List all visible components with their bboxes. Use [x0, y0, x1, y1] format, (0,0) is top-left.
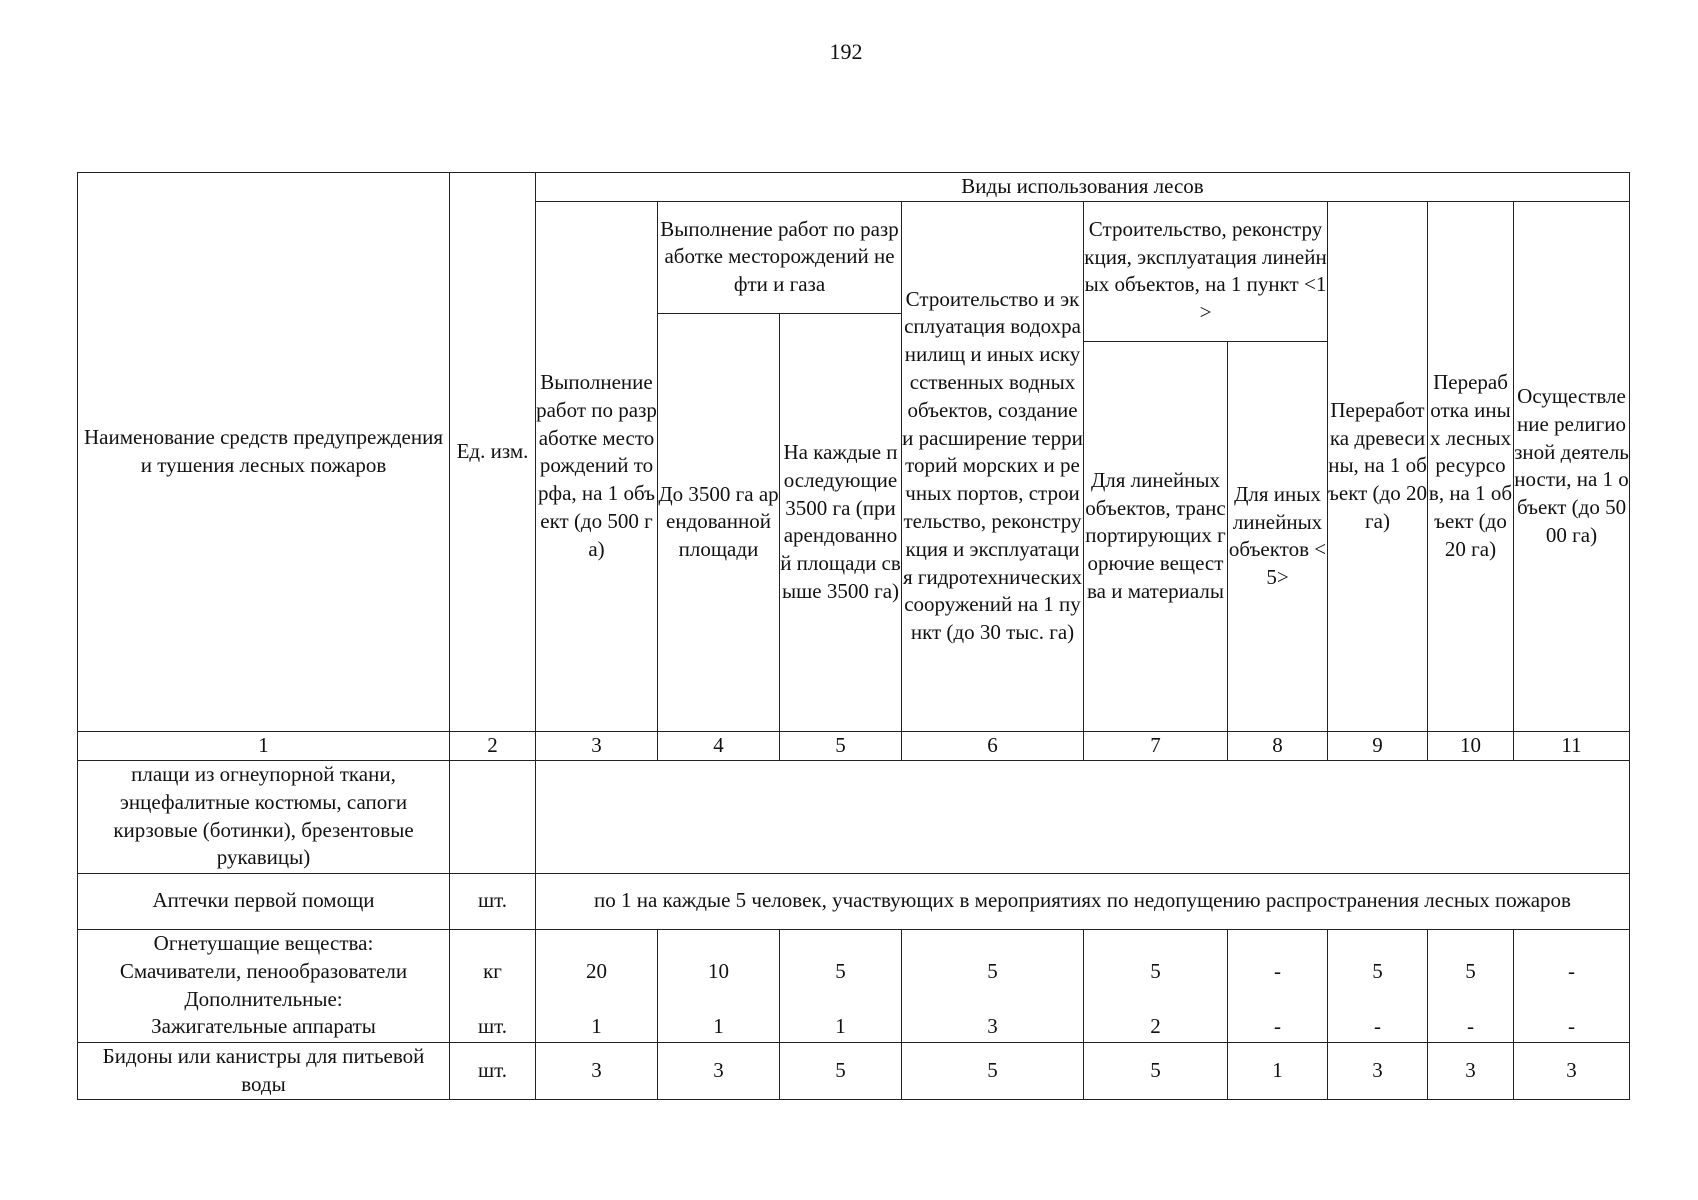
cell-value: 5 3 [902, 929, 1084, 1042]
cell-value: 1 [1228, 1042, 1328, 1099]
header-linear-objects-group: Строительство, реконструкция, эксплуатация линейных объектов, на 1 пункт <1> [1084, 201, 1328, 341]
header-reservoirs-ports: Строительство и эксплуатация водохранилищ и иных искусственных водных объектов, создание и расширение территорий морских и речных портов, строительство, реконструкция и эксплуатация гидротехнических сооружений на 1 пункт (до 30 тыс. га) [902, 201, 1084, 731]
cell-value: 5 [1084, 1042, 1228, 1099]
column-number: 7 [1084, 731, 1228, 760]
unit-wetting: кг [483, 958, 502, 983]
cell-value: 5 2 [1084, 929, 1228, 1042]
header-unit-column: Ед. изм. [450, 173, 536, 732]
column-number: 5 [780, 731, 902, 760]
row-unit: шт. [450, 1042, 536, 1099]
cell-value: 5 [902, 1042, 1084, 1099]
cell-value: 5 - [1428, 929, 1514, 1042]
header-religious-activity: Осуществление религиозной деятельности, на 1 объект (до 5000 га) [1514, 201, 1630, 731]
forest-fire-equipment-table [77, 172, 1630, 1100]
header-name-column: Наименование средств предупреждения и тушения лесных пожаров [78, 173, 450, 732]
row-name-clothing: плащи из огнеупорной ткани, энцефалитные костюмы, сапоги кирзовые (ботинки), брезентовые рукавицы) [78, 760, 450, 873]
row-name-first-aid: Аптечки первой помощи [78, 873, 450, 929]
row-unit-empty [450, 760, 536, 873]
header-forest-use-types: Виды использования лесов [536, 173, 1630, 202]
column-number: 9 [1328, 731, 1428, 760]
column-number: 2 [450, 731, 536, 760]
header-linear-other: Для иных линейных объектов <5> [1228, 341, 1328, 731]
header-oil-gas-group: Выполнение работ по разработке месторождений нефти и газа [658, 201, 902, 313]
cell-value: 5 1 [780, 929, 902, 1042]
cell-value: 3 [658, 1042, 780, 1099]
header-linear-flammable: Для линейных объектов, транспортирующих горючие вещества и материалы [1084, 341, 1228, 731]
header-each-next-3500: На каждые последующие 3500 га (при арендованной площади свыше 3500 га) [780, 313, 902, 731]
row-merged-norm: по 1 на каждые 5 человек, участвующих в мероприятиях по недопущению распространения лесных пожаров [536, 873, 1630, 929]
column-number: 4 [658, 731, 780, 760]
cell-value: 3 [1514, 1042, 1630, 1099]
row-name-water-canisters: Бидоны или канистры для питьевой воды [78, 1042, 450, 1099]
table-row [78, 1042, 1630, 1099]
column-number: 3 [536, 731, 658, 760]
cell-value: 5 - [1328, 929, 1428, 1042]
row-name-extinguishing [78, 929, 450, 1042]
column-number: 10 [1428, 731, 1514, 760]
cell-value: 3 [1328, 1042, 1428, 1099]
row-name-line: Огнетушащие вещества: [153, 931, 374, 955]
header-other-resources-processing: Переработка иных лесных ресурсов, на 1 объект (до 20 га) [1428, 201, 1514, 731]
cell-value: 20 1 [536, 929, 658, 1042]
column-number-row [78, 731, 1630, 760]
column-number: 11 [1514, 731, 1630, 760]
row-name-line: Зажигательные аппараты [151, 1014, 376, 1039]
cell-value: - - [1514, 929, 1630, 1042]
header-wood-processing: Переработка древесины, на 1 объект (до 20 га) [1328, 201, 1428, 731]
row-name-line: Смачиватели, пенообразователи [119, 958, 408, 983]
row-unit [450, 929, 536, 1042]
header-up-to-3500: До 3500 га арендованной площади [658, 313, 780, 731]
cell-value: 5 [780, 1042, 902, 1099]
row-name-line: Дополнительные: [184, 986, 343, 1011]
cell-value: 3 [536, 1042, 658, 1099]
cell-value: 3 [1428, 1042, 1514, 1099]
cell-value: - - [1228, 929, 1328, 1042]
page-number: 192 [829, 39, 863, 64]
row-unit: шт. [450, 873, 536, 929]
header-peat-extraction: Выполнение работ по разработке месторождений торфа, на 1 объект (до 500 га) [536, 201, 658, 731]
column-number: 1 [78, 731, 450, 760]
table-row [78, 760, 1630, 873]
column-number: 8 [1228, 731, 1328, 760]
table-row [78, 873, 1630, 929]
row-values-empty [536, 760, 1630, 873]
table-row [78, 929, 1630, 1042]
cell-value: 10 1 [658, 929, 780, 1042]
column-number: 6 [902, 731, 1084, 760]
unit-igniters: шт. [477, 1014, 508, 1039]
